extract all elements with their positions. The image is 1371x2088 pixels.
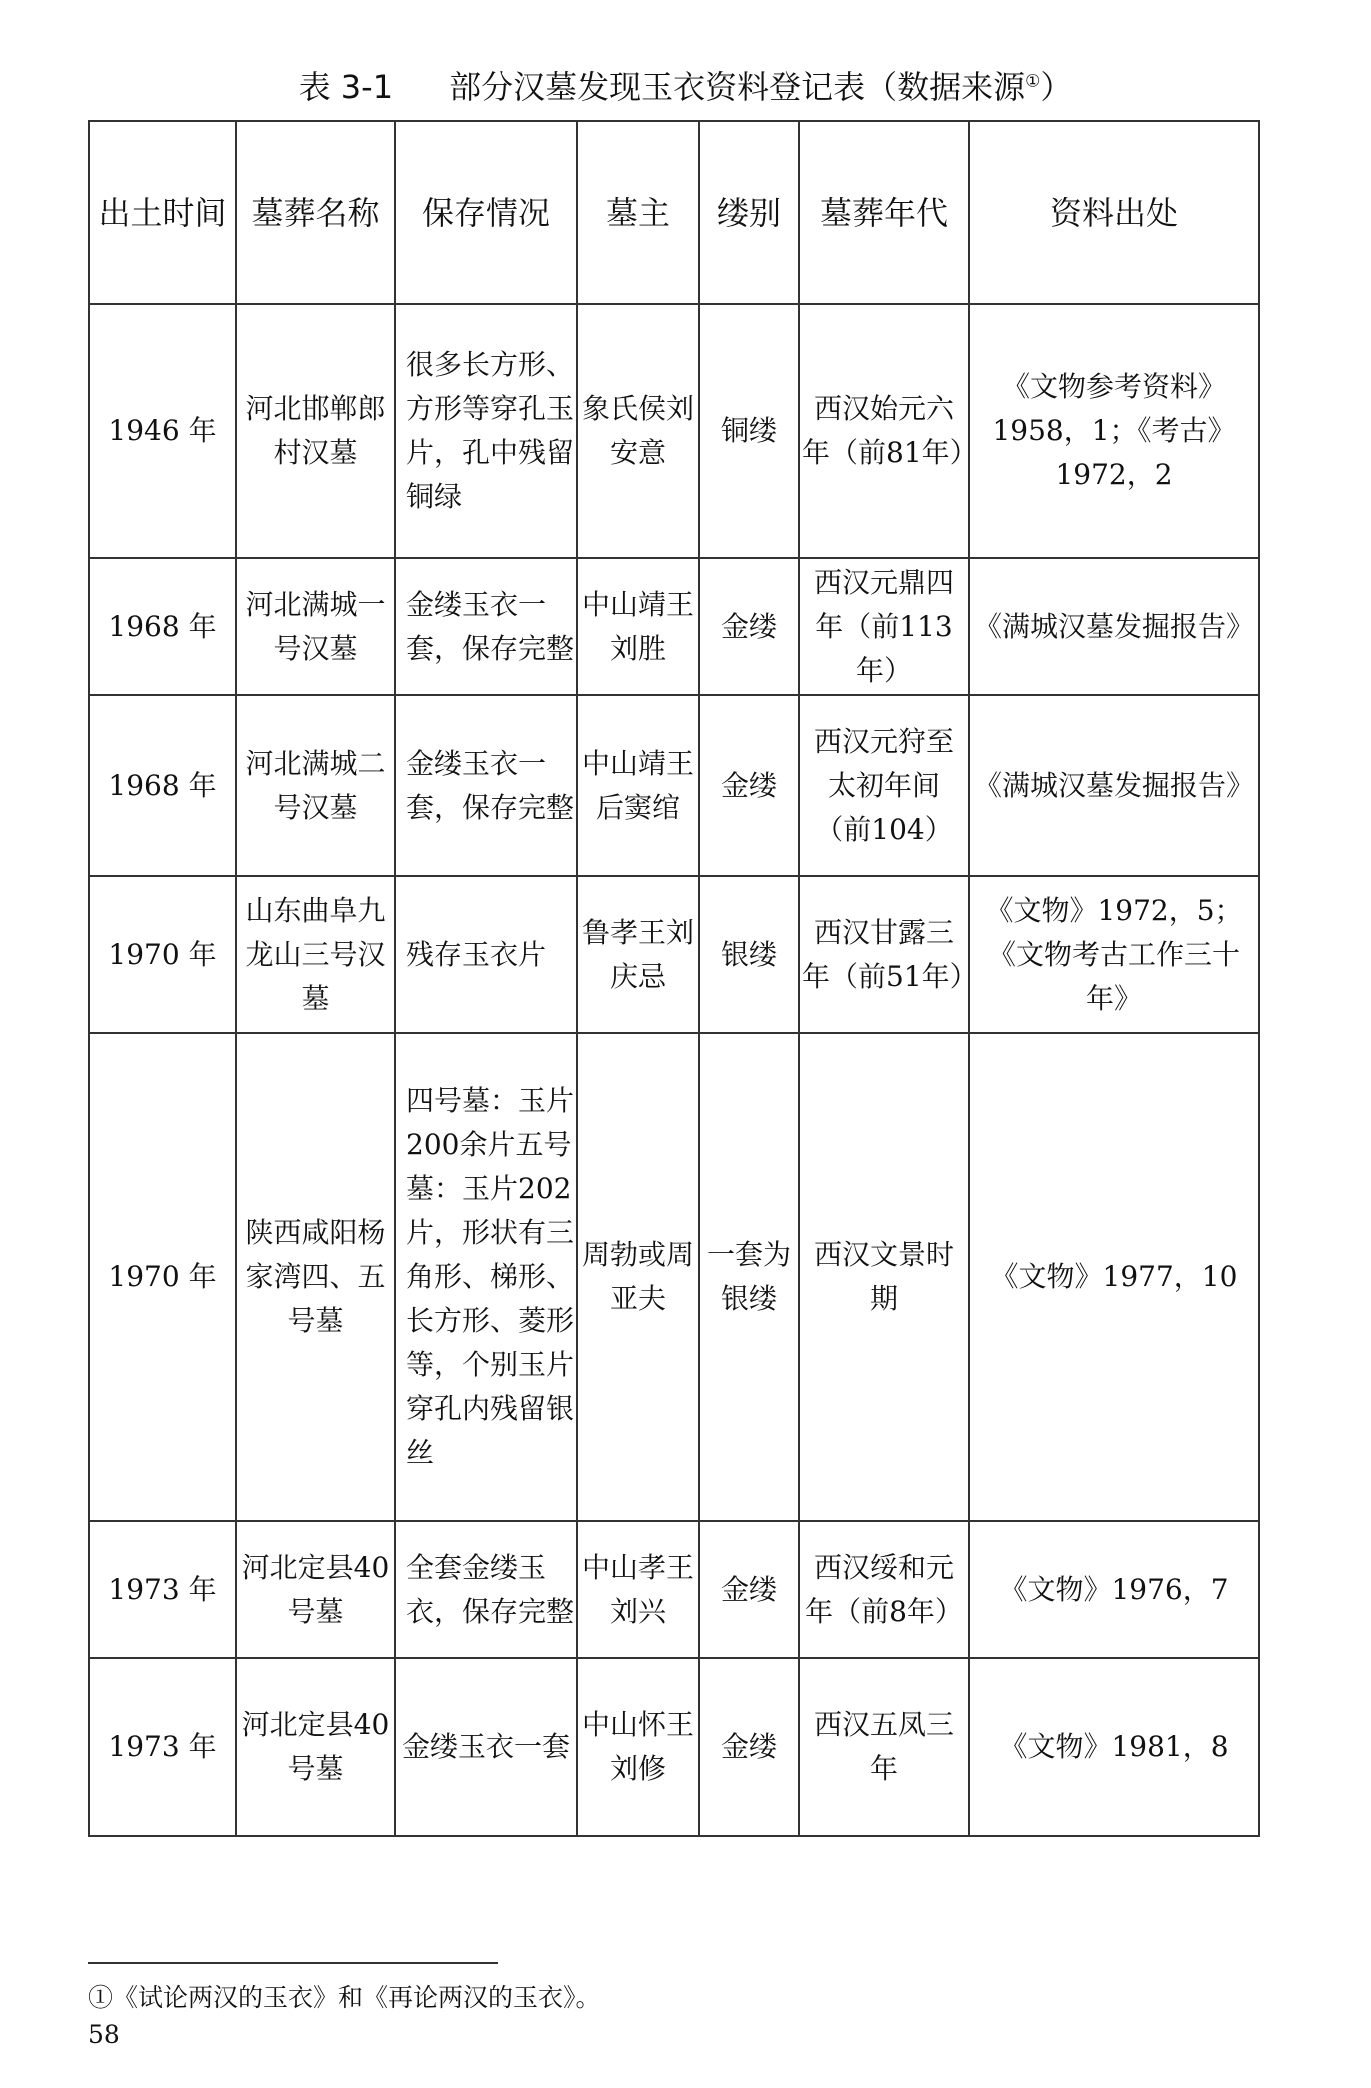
cell-source: 《满城汉墓发掘报告》 [969,558,1259,695]
footnote-divider [88,1962,498,1964]
cell-preservation: 残存玉衣片 [395,876,577,1033]
cell-tomb-date: 西汉始元六年（前81年） [799,304,969,558]
cell-excavation-time: 1973 年 [89,1658,236,1836]
cell-thread-type: 金缕 [699,695,799,876]
cell-source: 《文物》1976，7 [969,1521,1259,1658]
cell-tomb-date: 西汉绥和元年（前8年） [799,1521,969,1658]
header-tomb-name: 墓葬名称 [236,121,395,304]
cell-excavation-time: 1968 年 [89,695,236,876]
table-row [89,1521,1259,1658]
table-row [89,1033,1259,1521]
cell-source: 《满城汉墓发掘报告》 [969,695,1259,876]
cell-excavation-time: 1973 年 [89,1521,236,1658]
table-row [89,304,1259,558]
cell-tomb-date: 西汉甘露三年（前51年） [799,876,969,1033]
cell-preservation: 金缕玉衣一套，保存完整 [395,695,577,876]
cell-tomb-owner: 中山孝王刘兴 [577,1521,699,1658]
cell-tomb-name: 山东曲阜九龙山三号汉墓 [236,876,395,1033]
table-title [0,62,1371,108]
cell-thread-type: 银缕 [699,876,799,1033]
cell-tomb-owner: 象氏侯刘安意 [577,304,699,558]
table-row [89,876,1259,1033]
cell-source: 《文物》1981，8 [969,1658,1259,1836]
cell-thread-type: 铜缕 [699,304,799,558]
cell-tomb-owner: 中山怀王刘修 [577,1658,699,1836]
cell-tomb-name: 陕西咸阳杨家湾四、五号墓 [236,1033,395,1521]
cell-tomb-date: 西汉五凤三年 [799,1658,969,1836]
cell-excavation-time: 1946 年 [89,304,236,558]
cell-tomb-name: 河北邯郸郎村汉墓 [236,304,395,558]
cell-source: 《文物》1977，10 [969,1033,1259,1521]
table-row [89,1658,1259,1836]
cell-tomb-owner: 中山靖王刘胜 [577,558,699,695]
jade-suit-table [88,120,1260,1837]
page-number: 58 [88,2020,120,2049]
header-source: 资料出处 [969,121,1259,304]
table-row [89,695,1259,876]
cell-excavation-time: 1970 年 [89,1033,236,1521]
cell-preservation: 很多长方形、方形等穿孔玉片，孔中残留铜绿 [395,304,577,558]
footnote-marker: ① [1025,71,1041,92]
cell-tomb-date: 西汉文景时期 [799,1033,969,1521]
cell-source: 《文物参考资料》1958，1；《考古》1972，2 [969,304,1259,558]
header-tomb-date: 墓葬年代 [799,121,969,304]
header-thread-type: 缕别 [699,121,799,304]
footnote: ①《试论两汉的玉衣》和《再论两汉的玉衣》。 [88,1983,601,2012]
cell-preservation: 金缕玉衣一套 [395,1658,577,1836]
cell-preservation: 全套金缕玉衣，保存完整 [395,1521,577,1658]
cell-thread-type: 一套为银缕 [699,1033,799,1521]
cell-tomb-name: 河北定县40号墓 [236,1658,395,1836]
header-preservation: 保存情况 [395,121,577,304]
cell-preservation: 四号墓：玉片200余片五号墓：玉片202片，形状有三角形、梯形、长方形、菱形等，个别玉片穿孔内残留银丝 [395,1033,577,1521]
table-row [89,558,1259,695]
cell-tomb-name: 河北定县40号墓 [236,1521,395,1658]
cell-thread-type: 金缕 [699,1521,799,1658]
header-excavation-time: 出土时间 [89,121,236,304]
cell-tomb-date: 西汉元狩至太初年间（前104） [799,695,969,876]
cell-tomb-date: 西汉元鼎四年（前113年） [799,558,969,695]
header-tomb-owner: 墓主 [577,121,699,304]
cell-tomb-owner: 鲁孝王刘庆忌 [577,876,699,1033]
table-title-text: 部分汉墓发现玉衣资料登记表（数据来源 [449,68,1026,106]
table-number: 表 3-1 [298,68,394,106]
cell-tomb-owner: 中山靖王后窦绾 [577,695,699,876]
cell-excavation-time: 1968 年 [89,558,236,695]
cell-tomb-name: 河北满城二号汉墓 [236,695,395,876]
table-title-close: ） [1040,68,1073,106]
cell-thread-type: 金缕 [699,1658,799,1836]
cell-excavation-time: 1970 年 [89,876,236,1033]
cell-source: 《文物》1972，5；《文物考古工作三十年》 [969,876,1259,1033]
cell-tomb-owner: 周勃或周亚夫 [577,1033,699,1521]
cell-tomb-name: 河北满城一号汉墓 [236,558,395,695]
table-header-row [89,121,1259,304]
cell-preservation: 金缕玉衣一套，保存完整 [395,558,577,695]
cell-thread-type: 金缕 [699,558,799,695]
